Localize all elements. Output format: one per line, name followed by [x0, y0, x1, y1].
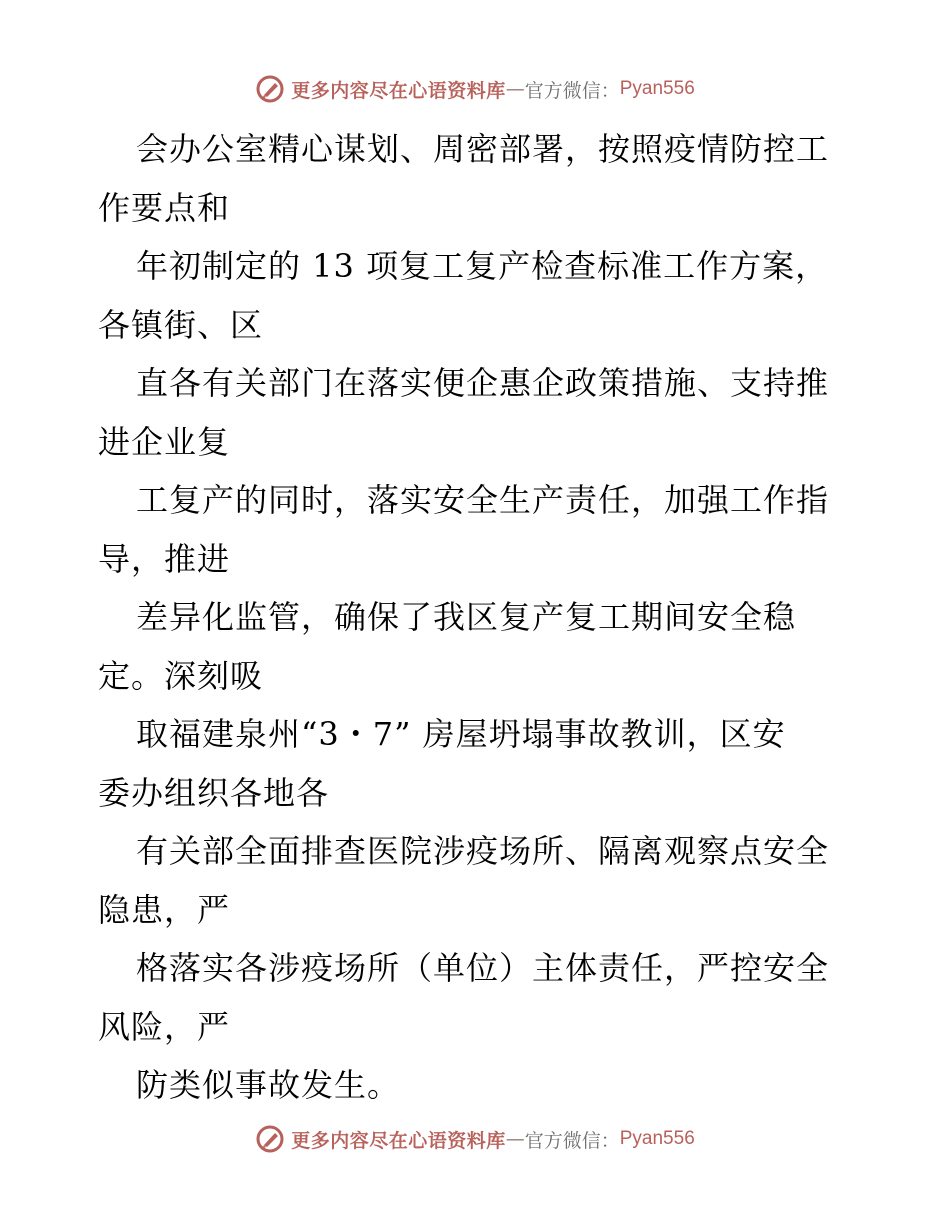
- paragraph: [98, 120, 858, 237]
- paragraph: [98, 705, 858, 822]
- paragraph-line: 导，推进: [98, 539, 231, 578]
- paragraph: [98, 1056, 858, 1115]
- paragraph: [98, 822, 858, 939]
- header-watermark: [0, 74, 950, 104]
- paragraph-line: 有关部全面排查医院涉疫场所、隔离观察点安全: [136, 832, 830, 870]
- watermark-title: 更多内容尽在心语资料库: [291, 79, 506, 102]
- paragraph-line: 定。深刻吸: [98, 656, 264, 695]
- paragraph-line: 进企业复: [98, 422, 231, 461]
- paragraph-line: 风险，严: [98, 1007, 231, 1046]
- paragraph-line: 差异化监管，确保了我区复产复工期间安全稳: [136, 598, 797, 636]
- watermark-wechat-id: Pyan556: [619, 1128, 695, 1149]
- watermark-contact-label: 官方微信：: [524, 79, 620, 102]
- paragraph-line: 格落实各涉疫场所（单位）主体责任，严控安全: [136, 949, 830, 987]
- document-body: [98, 120, 858, 1115]
- paragraph-line: 会办公室精心谋划、周密部署，按照疫情防控工: [136, 130, 830, 168]
- paragraph-line: 年初制定的 13 项复工复产检查标准工作方案，: [136, 247, 829, 285]
- paragraph-line: 防类似事故发生。: [136, 1066, 401, 1104]
- paragraph-line: 各镇街、区: [98, 305, 264, 344]
- watermark-wechat-id: Pyan556: [619, 78, 695, 99]
- watermark-dash: —: [505, 1128, 525, 1150]
- paragraph: [98, 471, 858, 588]
- pen-logo-icon: [255, 74, 285, 104]
- paragraph: [98, 939, 858, 1056]
- paragraph-line: 工复产的同时，落实安全生产责任，加强工作指: [136, 481, 830, 519]
- paragraph-line: 直各有关部门在落实便企惠企政策措施、支持推: [136, 364, 830, 402]
- footer-watermark: [0, 1124, 950, 1154]
- watermark-dash: —: [505, 78, 525, 100]
- paragraph-line: 作要点和: [98, 188, 231, 227]
- watermark-contact-label: 官方微信：: [524, 1129, 620, 1152]
- paragraph-line: 委办组织各地各: [98, 773, 330, 812]
- watermark-title: 更多内容尽在心语资料库: [291, 1129, 506, 1152]
- pen-logo-icon: [255, 1124, 285, 1154]
- paragraph: [98, 588, 858, 705]
- paragraph: [98, 354, 858, 471]
- paragraph-line: 取福建泉州“3・7” 房屋坍塌事故教训，区安: [136, 715, 786, 753]
- paragraph-line: 隐患，严: [98, 890, 231, 929]
- paragraph: [98, 237, 858, 354]
